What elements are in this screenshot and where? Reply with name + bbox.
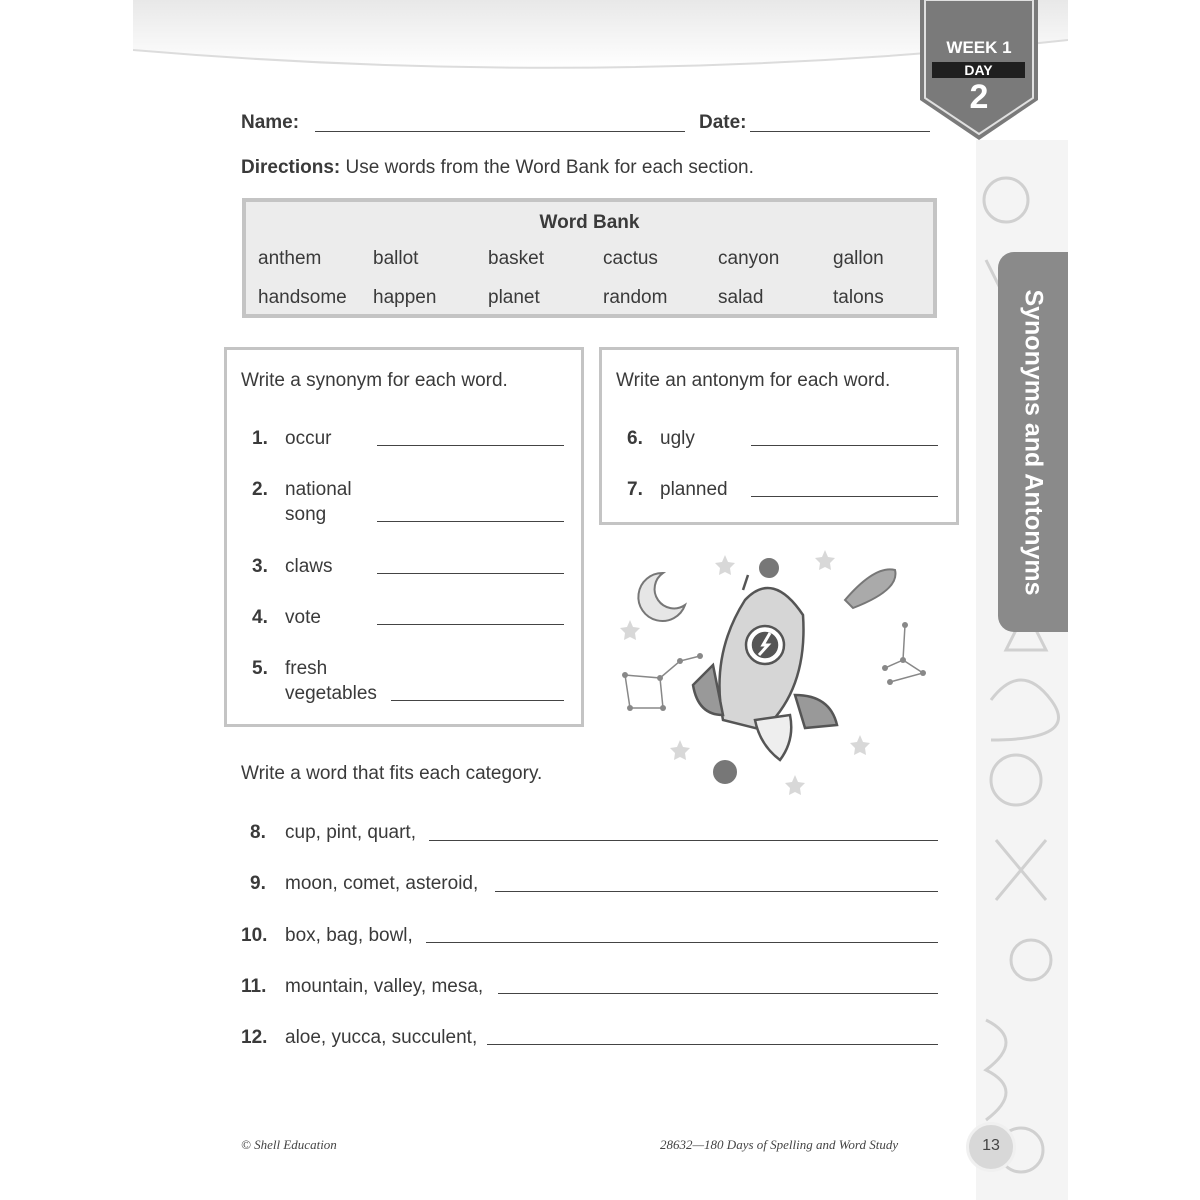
item-number: 3. xyxy=(252,556,268,577)
date-line[interactable] xyxy=(750,131,930,132)
section-side-tab xyxy=(998,252,1068,632)
answer-line[interactable] xyxy=(377,521,564,522)
item-number: 10. xyxy=(241,925,268,946)
answer-line[interactable] xyxy=(751,445,938,446)
directions xyxy=(241,157,754,179)
word-bank-word: gallon xyxy=(833,248,884,269)
answer-line[interactable] xyxy=(495,891,938,892)
item-number: 9. xyxy=(250,873,266,894)
answer-line[interactable] xyxy=(377,624,564,625)
badge-day-label: DAY xyxy=(932,62,1025,78)
item-number: 2. xyxy=(252,479,268,500)
rocket-space-illustration xyxy=(605,545,945,805)
footer-book-title: 28632—180 Days of Spelling and Word Study xyxy=(660,1137,899,1152)
synonym-word: fresh xyxy=(285,658,328,679)
synonym-word: claws xyxy=(285,556,333,577)
name-label: Name: xyxy=(241,112,300,133)
synonym-word: national xyxy=(285,479,352,500)
answer-line[interactable] xyxy=(498,993,938,994)
item-number: 6. xyxy=(627,428,643,449)
word-bank-word: talons xyxy=(833,287,884,308)
category-text: box, bag, bowl, xyxy=(285,925,413,946)
word-bank-word: salad xyxy=(718,287,764,308)
word-bank-word: ballot xyxy=(373,248,419,269)
word-bank-word: random xyxy=(603,287,668,308)
answer-line[interactable] xyxy=(751,496,938,497)
synonym-instruction: Write a synonym for each word. xyxy=(241,370,508,391)
directions-label: Directions: xyxy=(241,157,341,178)
page-number: 13 xyxy=(982,1137,1000,1154)
word-bank-word: happen xyxy=(373,287,437,308)
word-bank-word: cactus xyxy=(603,248,658,269)
item-number: 4. xyxy=(252,607,268,628)
item-number: 5. xyxy=(252,658,268,679)
word-bank-word: anthem xyxy=(258,248,322,269)
word-bank xyxy=(242,198,937,318)
synonym-word-cont: vegetables xyxy=(285,683,377,704)
name-line[interactable] xyxy=(315,131,685,132)
antonym-instruction: Write an antonym for each word. xyxy=(616,370,891,391)
item-number: 11. xyxy=(241,976,267,997)
category-text: aloe, yucca, succulent, xyxy=(285,1027,478,1048)
badge-week: WEEK 1 xyxy=(946,38,1012,57)
item-number: 12. xyxy=(241,1027,268,1048)
synonym-word-cont: song xyxy=(285,504,327,525)
answer-line[interactable] xyxy=(487,1044,938,1045)
date-label: Date: xyxy=(699,112,747,133)
word-bank-word: planet xyxy=(488,287,540,308)
page-number-badge xyxy=(966,1122,1016,1172)
item-number: 1. xyxy=(252,428,268,449)
word-bank-title: Word Bank xyxy=(539,212,640,233)
answer-line[interactable] xyxy=(429,840,938,841)
category-text: cup, pint, quart, xyxy=(285,822,416,843)
synonym-word: vote xyxy=(285,607,321,628)
word-bank-word: handsome xyxy=(258,287,347,308)
synonym-word: occur xyxy=(285,428,332,449)
answer-line[interactable] xyxy=(391,700,564,701)
answer-line[interactable] xyxy=(426,942,938,943)
category-instruction: Write a word that fits each category. xyxy=(241,763,543,784)
answer-line[interactable] xyxy=(377,573,564,574)
antonym-word: planned xyxy=(660,479,728,500)
side-tab-label: Synonyms and Antonyms xyxy=(1019,288,1048,596)
item-number: 8. xyxy=(250,822,266,843)
directions-text: Use words from the Word Bank for each section. xyxy=(340,157,754,178)
word-bank-word: basket xyxy=(488,248,544,269)
category-text: mountain, valley, mesa, xyxy=(285,976,484,997)
badge-day-number: 2 xyxy=(969,78,989,116)
synonym-box xyxy=(224,347,584,727)
antonym-word: ugly xyxy=(660,428,695,449)
item-number: 7. xyxy=(627,479,643,500)
footer-publisher: © Shell Education xyxy=(241,1137,337,1152)
word-bank-word: canyon xyxy=(718,248,780,269)
answer-line[interactable] xyxy=(377,445,564,446)
category-text: moon, comet, asteroid, xyxy=(285,873,479,894)
